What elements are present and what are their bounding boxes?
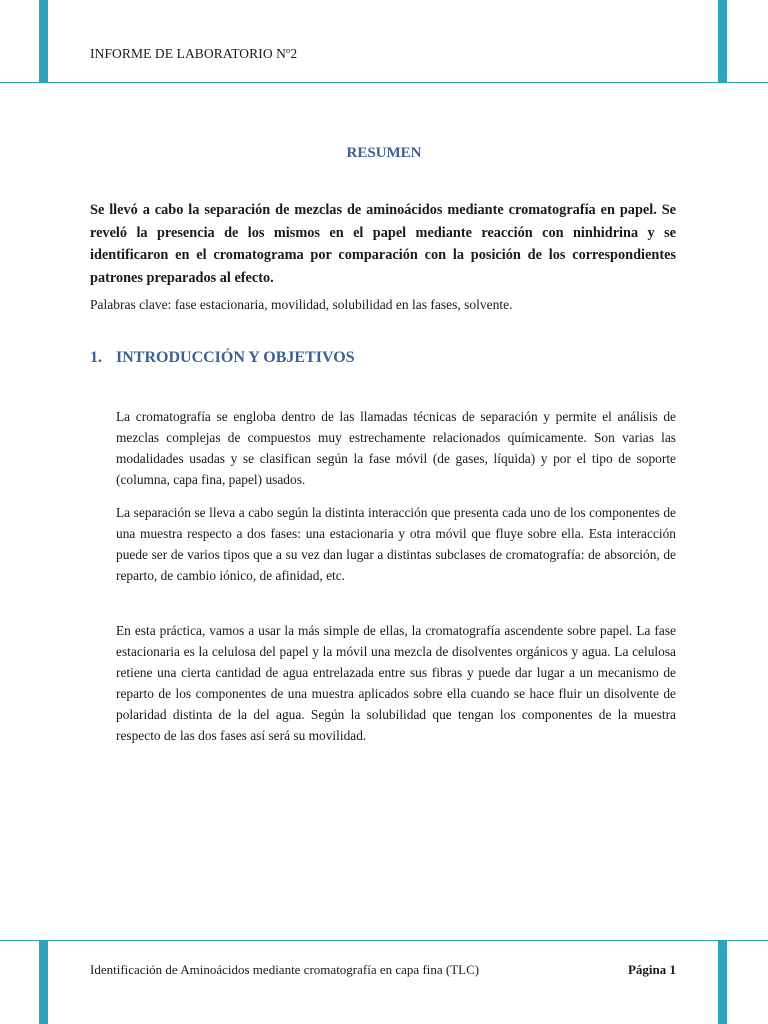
page-number: Página 1 xyxy=(627,962,676,977)
header-left-accent-bar xyxy=(39,0,48,82)
section-title: INTRODUCCIÓN Y OBJETIVOS xyxy=(116,349,355,366)
paragraph-2: La separación se lleva a cabo según la distinta interacción que presenta cada uno de los componentes de una muestra respecto a dos fases: una estacionaria y otra móvil que fluye sobre ella. Esta interacción puede ser de varios tipos que a su vez dan lugar a distintas subclases de cromatografía: de absorción, de reparto, de cambio iónico, de afinidad, etc. xyxy=(116,505,676,583)
paragraph-3: En esta práctica, vamos a usar la más simple de ellas, la cromatografía ascendente sobre papel. La fase estacionaria es la celulosa del papel y la móvil una mezcla de disolventes orgánicos y agua. La celulosa retiene una cierta cantidad de agua entrelazada entre sus fibras y puede dar lugar a un mecanismo de reparto de los componentes de una muestra aplicados sobre ella cuando se hace fluir un disolvente de polaridad distinta de la del agua. Según la solubilidad que tengan los componentes de la muestra respecto de las dos fases así será su movilidad. xyxy=(116,623,676,743)
abstract-title: RESUMEN xyxy=(346,145,422,161)
section-heading-introduccion xyxy=(90,349,355,367)
header-right-accent-bar xyxy=(718,0,727,82)
paragraph-1: La cromatografía se engloba dentro de las llamadas técnicas de separación y permite el análisis de mezclas complejas de compuestos muy estrechamente relacionados químicamente. Son varias las modalidades usadas y se clasifican según la fase móvil (de gases, líquida) y por el tipo de soporte (columna, capa fina, papel) usados. xyxy=(116,409,676,487)
header-rule xyxy=(0,82,768,83)
footer-left-accent-bar xyxy=(39,940,48,1024)
abstract-body: Se llevó a cabo la separación de mezclas de aminoácidos mediante cromatografía en papel. Se reveló la presencia de los mismos en el papel mediante reacción con ninhidrina y se identificaron en el cromatograma por comparación con la posición de los correspondientes patrones preparados al efecto. xyxy=(90,202,676,286)
footer-title: Identificación de Aminoácidos mediante cromatografía en capa fina (TLC) xyxy=(90,962,480,977)
header-title: INFORME DE LABORATORIO Nº2 xyxy=(90,46,298,61)
section-number: 1. xyxy=(90,349,102,366)
footer-rule xyxy=(0,940,768,941)
keywords: Palabras clave: fase estacionaria, movilidad, solubilidad en las fases, solvente. xyxy=(90,297,513,312)
footer-right-accent-bar xyxy=(718,940,727,1024)
